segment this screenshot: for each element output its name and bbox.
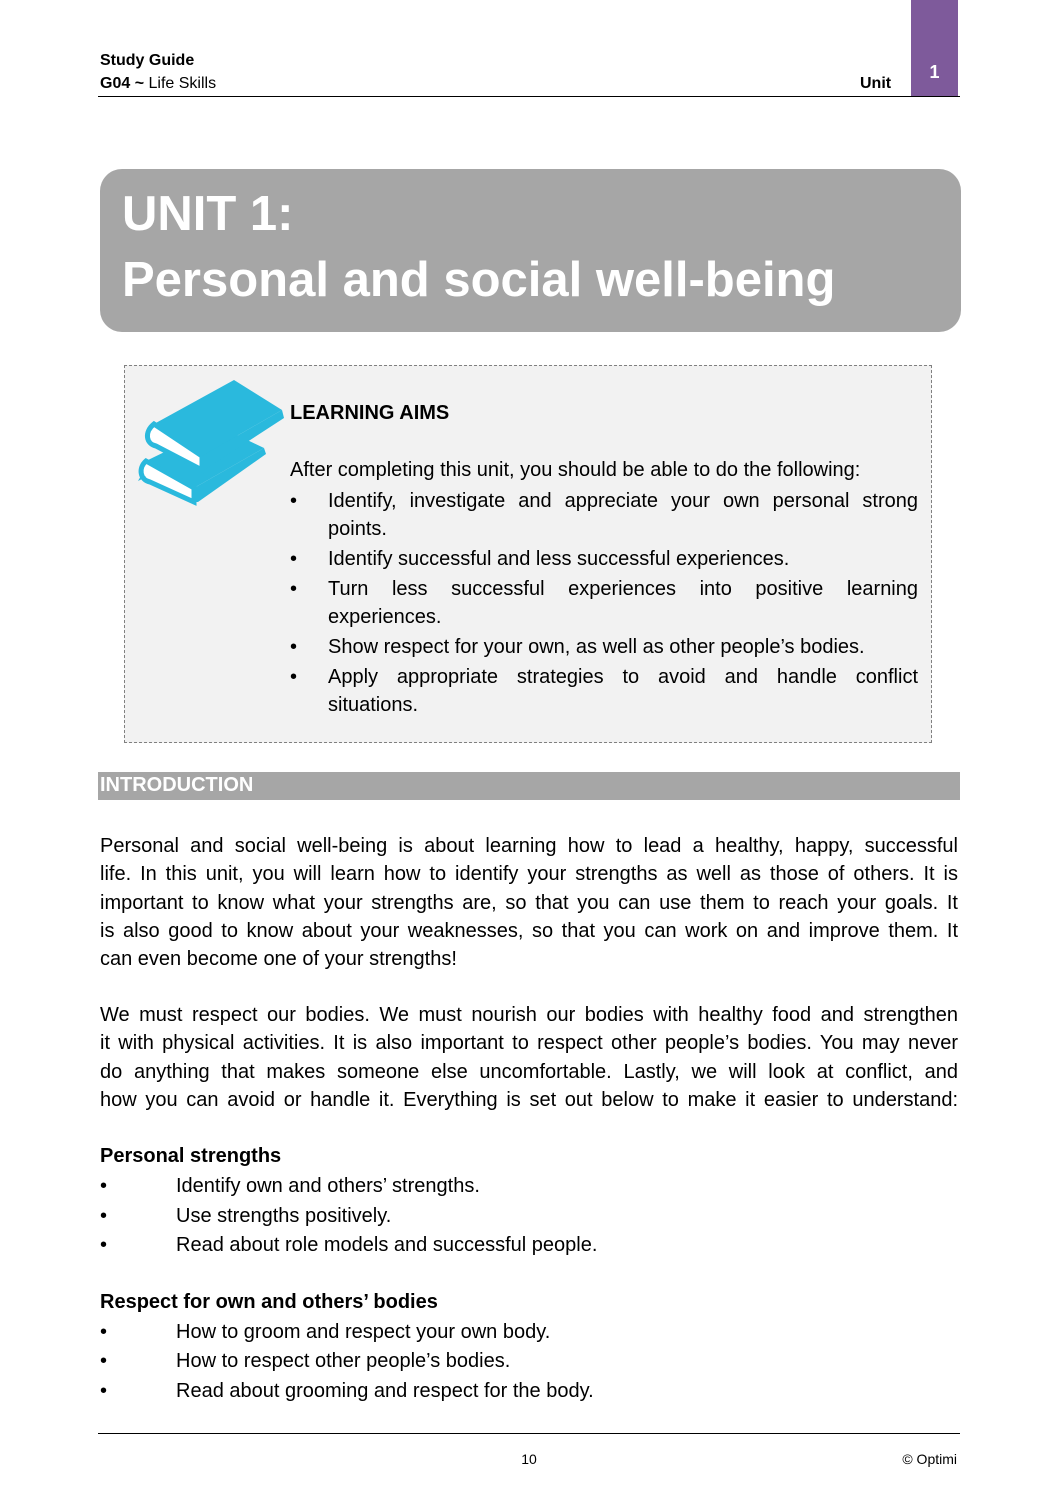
header-subject-line [100,75,216,93]
list-item: • Read about role models and successful people. [100,1234,598,1256]
header-subject: Life Skills [148,75,217,92]
learning-aim-item: • Show respect for your own, as well as other people’s bodies. [290,636,865,658]
list-item: • Use strengths positively. [100,1205,392,1227]
footer-rule [98,1433,960,1434]
paragraph-line: life. In this unit, you will learn how to identify your strengths as well as those of others. It is [100,863,958,886]
learning-aim-item: • Identify successful and less successful experiences. [290,548,790,570]
introduction-paragraph-2 [100,1001,958,1114]
list-item: • Read about grooming and respect for the body. [100,1380,594,1402]
paragraph-line: is also good to know about your weaknesses, so that you can work on and improve them. It [100,919,958,942]
header-title: Study Guide [100,52,195,69]
unit-banner-line2: Personal and social well-being [122,253,836,307]
introduction-heading: INTRODUCTION [100,774,254,796]
books-icon [136,376,286,521]
header-unit-label: Unit [860,75,892,92]
paragraph-line: can even become one of your strengths! [100,948,457,971]
learning-aims-heading: LEARNING AIMS [290,402,450,424]
list-item: • How to respect other people’s bodies. [100,1350,511,1372]
list-item: • How to groom and respect your own body. [100,1321,551,1343]
unit-banner-line1: UNIT 1: [122,187,294,241]
list-item: • Identify own and others’ strengths. [100,1175,480,1197]
learning-aim-item: • Identify, investigate and appreciate your own personal strong points. [290,490,918,540]
paragraph-line: Personal and social well-being is about learning how to lead a healthy, happy, successful [100,835,958,857]
paragraph-line: We must respect our bodies. We must nourish our bodies with healthy food and strengthen [100,1004,958,1026]
page-number: 10 [521,1451,537,1467]
learning-aim-item: • Apply appropriate strategies to avoid and handle conflict situations. [290,666,918,716]
header-code: G04 ~ [100,75,145,92]
unit-number-tab: 1 [911,0,958,97]
header-rule [98,96,960,97]
introduction-paragraph-1 [100,832,958,973]
paragraph-line: how you can avoid or handle it. Everything is set out below to make it easier to understand: [100,1088,958,1111]
paragraph-line: important to know what your strengths are, so that you can use them to reach your goals. It [100,891,958,914]
learning-aim-item: • Turn less successful experiences into positive learning experiences. [290,578,918,628]
paragraph-line: it with physical activities. It is also important to respect other people’s bodies. You may never [100,1032,958,1055]
paragraph-line: do anything that makes someone else uncomfortable. Lastly, we will look at conflict, and [100,1060,958,1083]
section-heading-respect-bodies: Respect for own and others’ bodies [100,1291,438,1313]
learning-aims-intro: After completing this unit, you should be able to do the following: [290,459,861,481]
section-heading-personal-strengths: Personal strengths [100,1145,282,1167]
copyright: © Optimi [902,1451,957,1467]
